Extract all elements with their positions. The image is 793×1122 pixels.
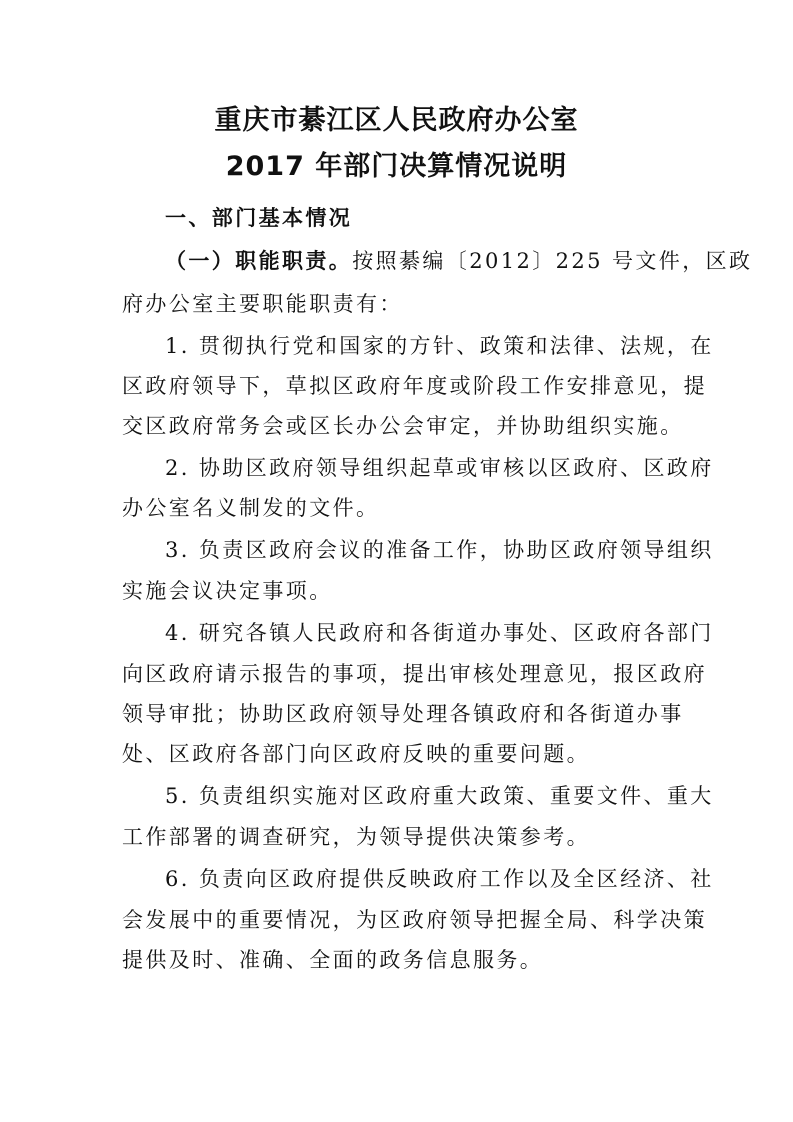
item-5-line2: 工作部署的调查研究，为领导提供决策参考。 xyxy=(122,825,590,849)
subsection-label: （一）职能职责。 xyxy=(165,249,353,273)
section-heading: 一、部门基本情况 xyxy=(165,206,353,230)
item-1-line3: 交区政府常务会或区长办公会审定，并协助组织实施。 xyxy=(122,414,684,438)
item-3-line2: 实施会议决定事项。 xyxy=(122,579,333,603)
document-title-line2: 2017 年部门决算情况说明 xyxy=(225,151,568,182)
item-4-line3: 领导审批；协助区政府领导处理各镇政府和各街道办事 xyxy=(122,702,684,726)
item-1-line1: 1. 贯彻执行党和国家的方针、政策和法律、法规，在 xyxy=(165,334,714,358)
subsection-intro-line1: 按照綦编〔2012〕225 号文件，区政 xyxy=(352,249,753,273)
document-title-line1: 重庆市綦江区人民政府办公室 xyxy=(214,105,579,136)
item-4-line2: 向区政府请示报告的事项，提出审核处理意见，报区政府 xyxy=(122,662,707,686)
item-6-line2: 会发展中的重要情况，为区政府领导把握全局、科学决策 xyxy=(122,908,707,932)
item-4-line4: 处、区政府各部门向区政府反映的重要问题。 xyxy=(122,742,590,766)
item-6-line1: 6. 负责向区政府提供反映政府工作以及全区经济、社 xyxy=(165,867,714,891)
item-1-line2: 区政府领导下，草拟区政府年度或阶段工作安排意见，提 xyxy=(122,374,707,398)
item-3-line1: 3. 负责区政府会议的准备工作，协助区政府领导组织 xyxy=(165,538,714,562)
item-5-line1: 5. 负责组织实施对区政府重大政策、重要文件、重大 xyxy=(165,784,714,808)
item-2-line2: 办公室名义制发的文件。 xyxy=(122,496,380,520)
item-2-line1: 2. 协助区政府领导组织起草或审核以区政府、区政府 xyxy=(165,456,714,480)
subsection-intro-line2: 府办公室主要职能职责有： xyxy=(122,292,403,316)
item-4-line1: 4. 研究各镇人民政府和各街道办事处、区政府各部门 xyxy=(165,621,714,645)
subsection-paragraph-line1 xyxy=(165,246,752,276)
item-6-line3: 提供及时、准确、全面的政务信息服务。 xyxy=(122,948,544,972)
